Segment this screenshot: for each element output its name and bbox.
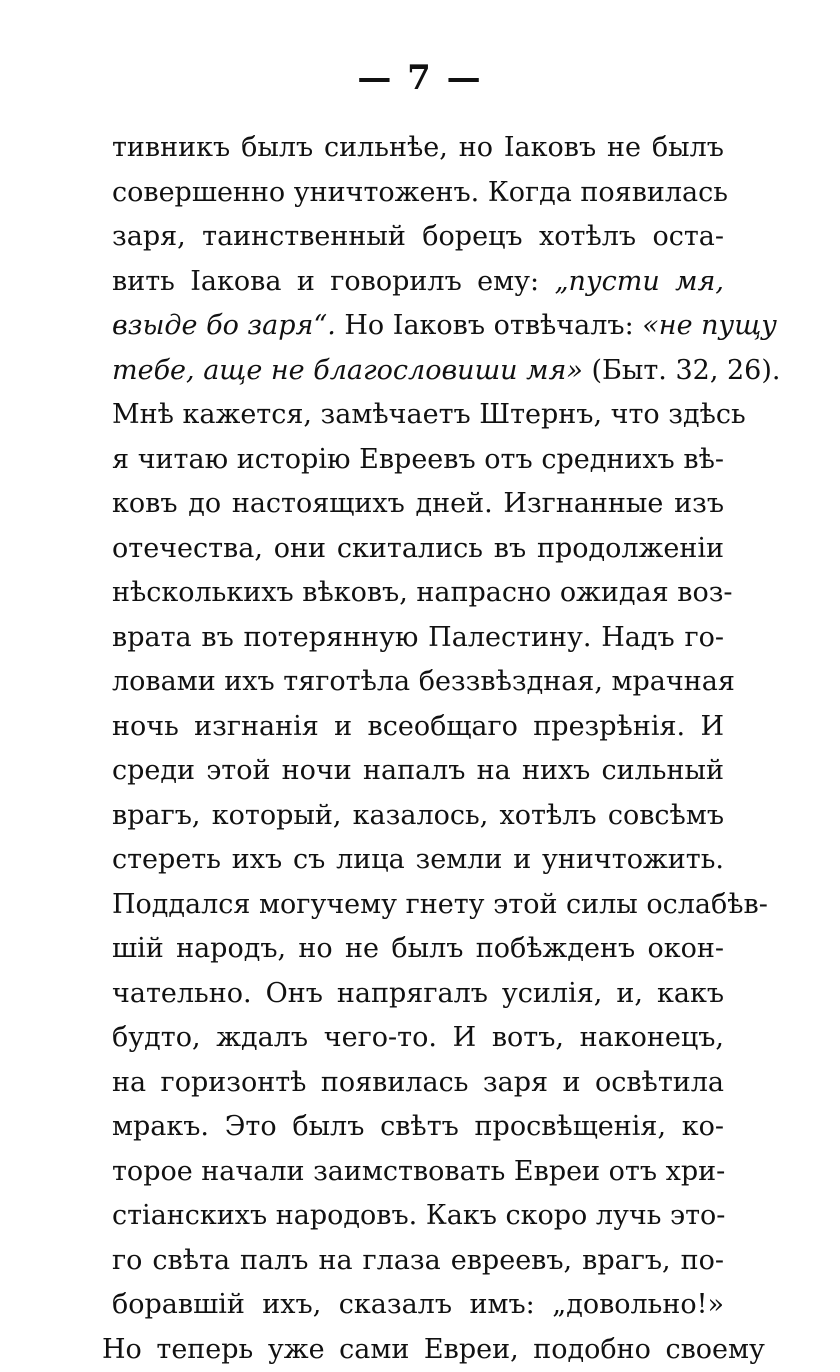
text-line-15: среди этой ночи напалъ на нихъ сильный [112,749,724,794]
text-line-7: Мнѣ кажется, замѣчаетъ Штернъ, что здѣсь [112,393,724,438]
text-line-28: Но теперь уже сами Евреи, подобно своему [102,1328,724,1372]
text-line-8: я читаю исторію Евреевъ отъ среднихъ вѣ- [112,438,724,483]
text-line-25: стіанскихъ народовъ. Какъ скоро лучь это- [112,1194,724,1239]
text-line-18: Поддался могучему гнету этой силы ослабѣв- [112,883,724,928]
text-segment-6b: (Быт. 32, 26). [592,355,781,386]
text-line-27: боравшій ихъ, сказалъ имъ: „довольно!» [112,1283,724,1328]
page-number: — 7 — [0,58,840,98]
text-line-26: го свѣта палъ на глаза евреевъ, врагъ, по- [112,1239,724,1284]
text-line-5 [112,304,724,349]
text-line-3: заря, таинственный борецъ хотѣлъ оста- [112,215,724,260]
text-line-22: на горизонтѣ появилась заря и освѣтила [112,1061,724,1106]
quote-segment-6a: тебе, аще не благословиши мя» [112,355,583,386]
quote-segment-5c: «не пущу [642,310,777,341]
text-line-1: тивникъ былъ сильнѣе, но Іаковъ не былъ [112,126,724,171]
text-line-16: врагъ, который, казалось, хотѣлъ совсѣмъ [112,794,724,839]
text-line-12: врата въ потерянную Палестину. Надъ го- [112,616,724,661]
text-segment-5b: Но Іаковъ отвѣчалъ: [344,310,633,341]
text-line-10: отечества, они скитались въ продолженіи [112,527,724,572]
text-line-23: мракъ. Это былъ свѣтъ просвѣщенія, ко- [112,1105,724,1150]
text-line-13: ловами ихъ тяготѣла беззвѣздная, мрачная [112,660,724,705]
text-line-2: совершенно уничтоженъ. Когда появилась [112,171,724,216]
body-text [112,126,724,1372]
text-line-24: торое начали заимствовать Евреи отъ хри- [112,1150,724,1195]
quote-segment-4b: „пусти мя, [555,266,724,297]
text-line-11: нѣсколькихъ вѣковъ, напрасно ожидая воз- [112,571,724,616]
text-line-6 [112,349,724,394]
text-line-17: стереть ихъ съ лица земли и уничтожить. [112,838,724,883]
quote-segment-5a: взыде бо заря“. [112,310,336,341]
text-line-4 [112,260,724,305]
text-line-14: ночь изгнанія и всеобщаго презрѣнія. И [112,705,724,750]
text-line-21: будто, ждалъ чего-то. И вотъ, наконецъ, [112,1016,724,1061]
text-line-20: чательно. Онъ напрягалъ усилія, и, какъ [112,972,724,1017]
text-line-19: шій народъ, но не былъ побѣжденъ окон- [112,927,724,972]
text-line-9: ковъ до настоящихъ дней. Изгнанные изъ [112,482,724,527]
text-segment-4a: вить Іакова и говорилъ ему: [112,266,539,297]
